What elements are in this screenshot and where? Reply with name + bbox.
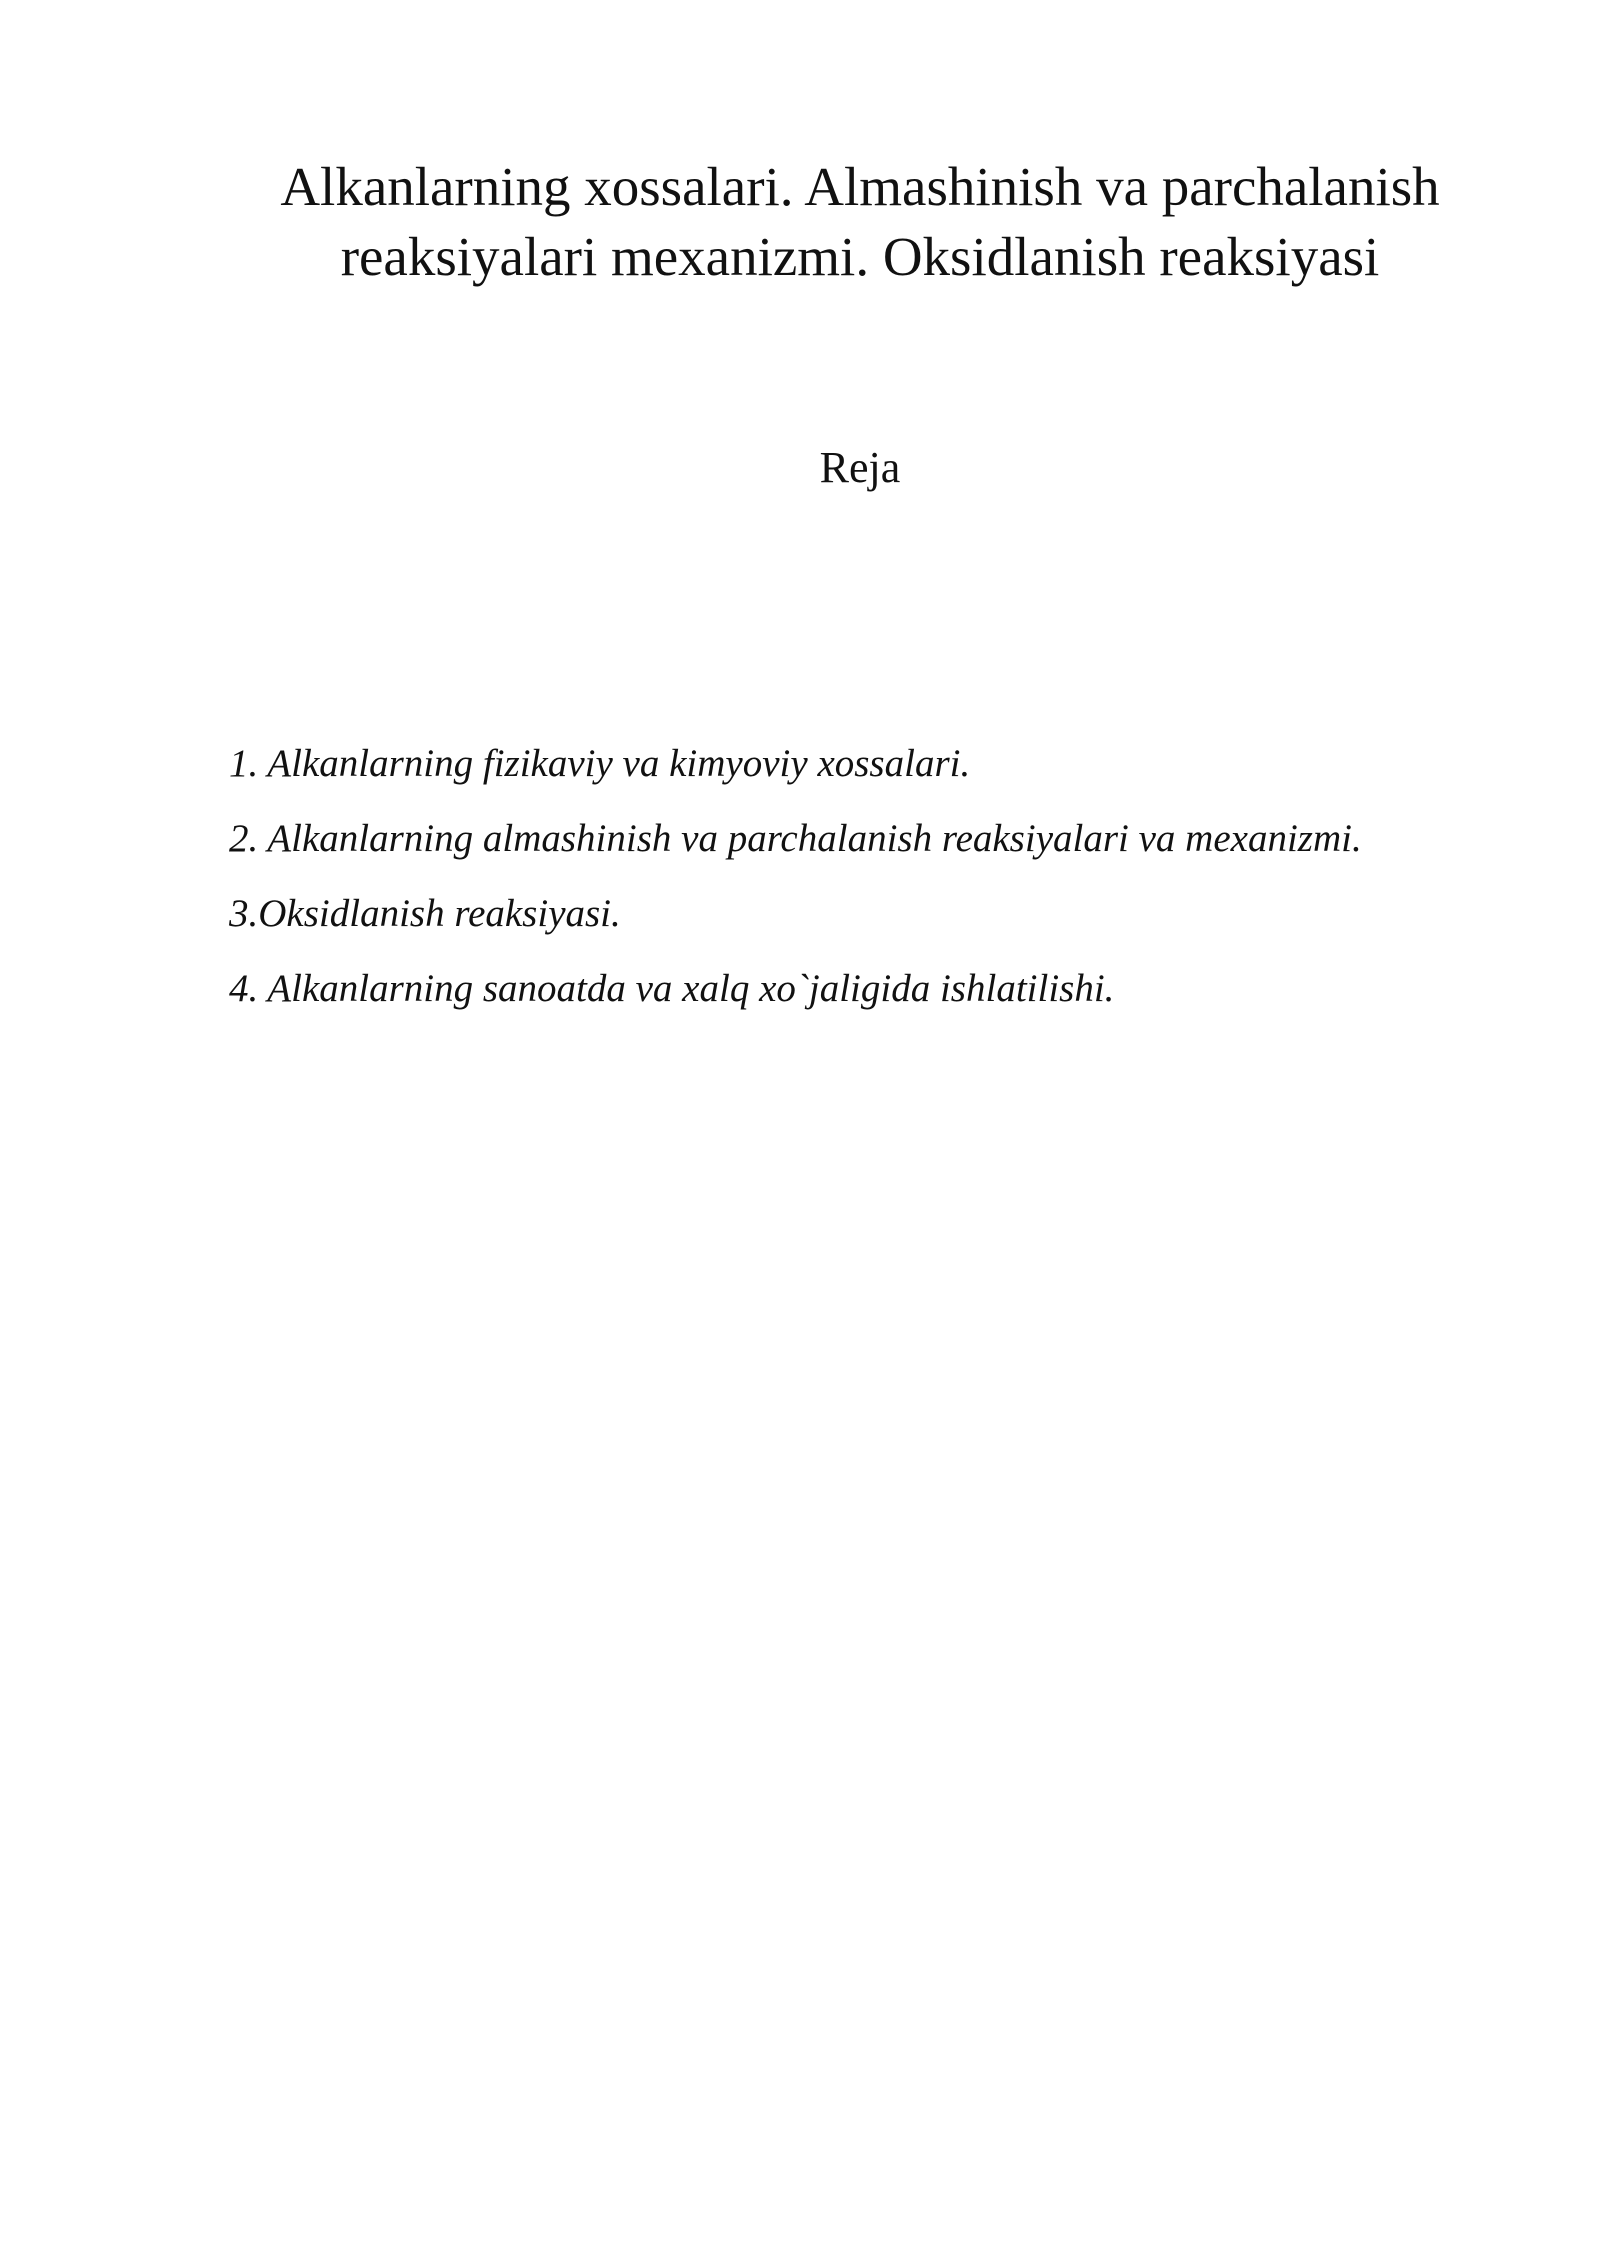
plan-item-2: 2. Alkanlarning almashinish va parchalanish reaksiyalari va mexanizmi.	[229, 817, 1362, 860]
document-title-line-1: Alkanlarning xossalari. Almashinish va parchalanish	[280, 156, 1440, 217]
plan-heading: Reja	[819, 443, 901, 492]
plan-item-1: 1. Alkanlarning fizikaviy va kimyoviy xossalari.	[229, 742, 971, 785]
document-title-line-2: reaksiyalari mexanizmi. Oksidlanish reaksiyasi	[340, 226, 1380, 287]
document-title	[200, 152, 1520, 292]
plan-item-3: 3.Oksidlanish reaksiyasi.	[229, 892, 621, 935]
plan-item-4: 4. Alkanlarning sanoatda va xalq xo`jaligida ishlatilishi.	[229, 967, 1115, 1010]
plan-list	[229, 738, 1362, 1038]
